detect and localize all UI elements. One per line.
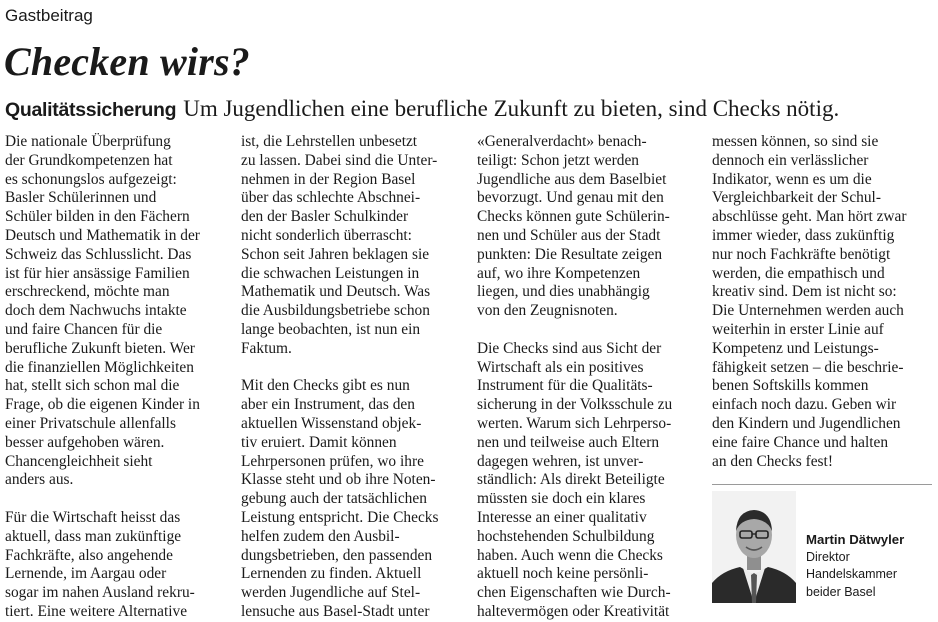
author-organization-line-2: beider Basel [806,584,876,599]
article-column-3 [477,133,699,622]
paragraph: Mit den Checks gibt es nun aber ein Instrument, das den aktuellen Wissenstand objek- tiv eruiert. Damit können Lehrpersonen prüfen, wo ihre Klasse steht und ob ihre Noten- gebung auch der tatsächlichen Leistung entspricht. Die Checks helfen zudem den Ausbil- dungsbetrieben, den passenden Lernenden zu finden. Aktuell werden Jugendliche auf Stel- lensuche aus Basel-Stadt unter [241,377,439,620]
subline-tag: Qualitätssicherung [5,99,177,121]
kicker: Gastbeitrag [5,6,93,25]
paragraph: messen können, so sind sie dennoch ein verlässlicher Indikator, wenn es um die Vergleichbarkeit der Schul- abschlüsse geht. Man hört zwar immer wieder, dass zukünftig nur noch Fachkräfte benötigt werden, die empathisch und kreativ sind. Dem ist nicht so: Die Unternehmen werden auch weiterhin in erster Linie auf Kompetenz und Leistungs- fähigkeit setzen – die beschrie- benen Softskills kommen einfach noch dazu. Geben wir den Kindern und Jugendlichen eine faire Chance und halten an den Checks fest! [712,133,907,470]
paragraph: ist, die Lehrstellen unbesetzt zu lassen. Dabei sind die Unter- nehmen in der Region Basel über das schlechte Abschnei- den der Basler Schulkinder nicht sonderlich überrascht: Schon seit Jahren beklagen sie die schwachen Leistungen in Mathematik und Deutsch. Was die Ausbildungsbetriebe schon lange beobachten, ist nun ein Faktum. [241,133,438,357]
author-organization-line-1: Handelskammer [806,567,898,581]
author-divider [712,484,932,485]
subline-deck: Um Jugendlichen eine berufliche Zukunft zu bieten, sind Checks nötig. [183,96,840,121]
article-column-1 [5,133,227,622]
author-role: Direktor [806,549,850,564]
portrait-image [712,491,796,603]
author-name: Martin Dätwyler [806,532,905,547]
author-portrait [712,491,796,603]
paragraph: Die Checks sind aus Sicht der Wirtschaft als ein positives Instrument für die Qualitäts- sicherung in der Volksschule zu werten. Warum sich Lehrperso- nen und teilweise auch Eltern dagegen wehren, ist unver- ständlich: Als direkt Beteiligte müssten sie doch ein klares Interesse an einer qualitativ hochstehenden Schulbildung haben. Auch wenn die Checks aktuell noch keine persönli- chen Eigenschaften wie Durch- haltevermögen oder Kreativität [477,339,673,620]
subline [5,96,839,122]
paragraph: «Generalverdacht» benach- teiligt: Schon jetzt werden Jugendliche aus dem Baselbiet bevorzugt. Und genau mit den Checks können gute Schülerin- nen und Schüler aus der Stadt punkten: Die Resultate zeigen auf, wo ihre Kompetenzen liegen, und dies unabhängig von den Zeugnisnoten. [477,133,670,320]
article-column-2 [241,133,463,622]
paragraph: Die nationale Überprüfung der Grundkompetenzen hat es schonungslos aufgezeigt: Basler Schülerinnen und Schüler bilden in den Fächern Deutsch und Mathematik in der Schweiz das Schlusslicht. Das ist für hier ansässige Familien erschreckend, möchte man doch dem Nachwuchs intakte und faire Chancen für die berufliche Zukunft bieten. Wer die finanziellen Möglichkeiten hat, stellt sich schon mal die Frage, ob die eigenen Kinder in einer Privatschule allenfalls besser aufgehoben wären. Chancengleichheit sieht anders aus. [5,133,200,489]
author-info [806,531,904,601]
paragraph: Für die Wirtschaft heisst das aktuell, dass man zukünftige Fachkräfte, also angehende Lernende, im Aargau oder sogar im nahen Ausland rekru- tiert. Eine weitere Alternative [5,508,195,620]
headline: Checken wirs? [4,39,250,84]
article-column-4 [712,133,934,471]
